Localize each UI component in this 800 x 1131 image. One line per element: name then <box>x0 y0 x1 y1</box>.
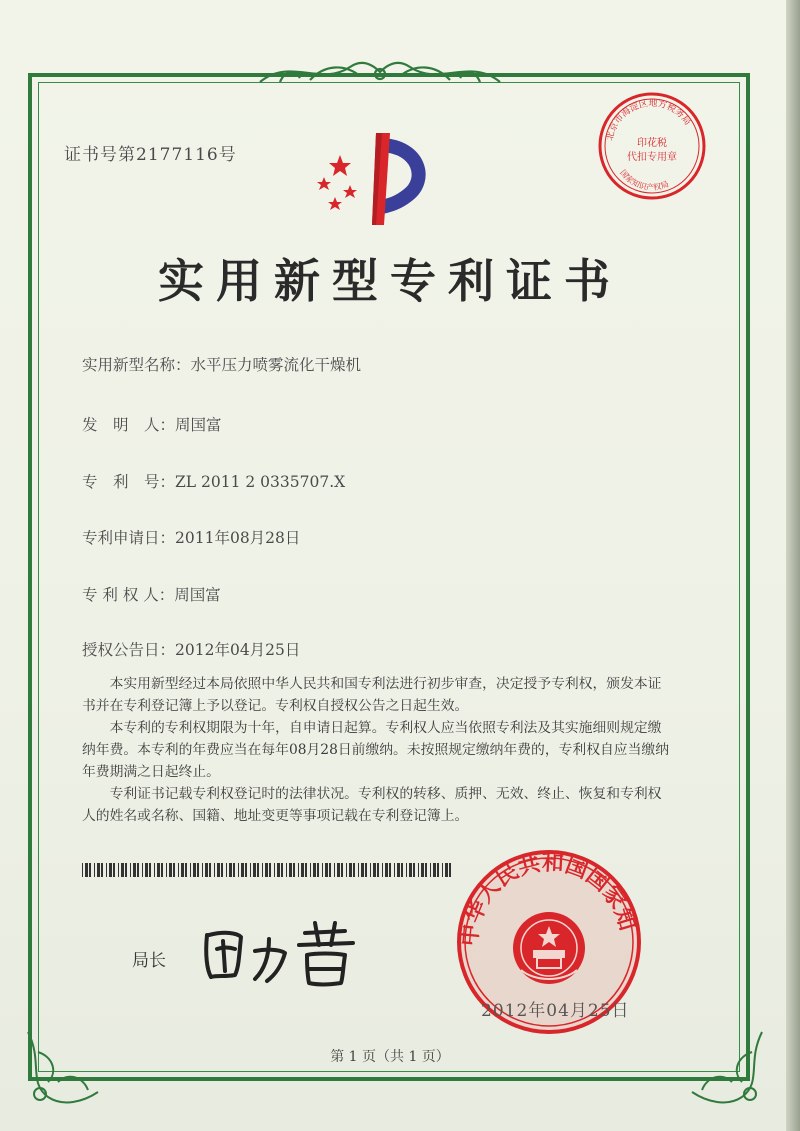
director-signature <box>195 915 365 990</box>
svg-text:代扣专用章: 代扣专用章 <box>627 152 677 163</box>
field-value: 周国富 <box>174 586 221 604</box>
field-label: 专 利 号： <box>82 473 176 491</box>
page-number: 第 1 页（共 1 页） <box>330 1049 450 1065</box>
svg-text:印花税: 印花税 <box>637 138 667 149</box>
field-value: 2012年04月25日 <box>175 641 301 659</box>
page-title: 实用新型专利证书 <box>158 254 622 308</box>
field-label: 专利申请日： <box>82 529 176 547</box>
field-label: 发 明 人： <box>82 416 176 434</box>
certificate-body <box>82 673 672 827</box>
field-label: 专 利 权 人： <box>82 586 175 604</box>
bottom-left-ornament-icon <box>18 1022 108 1112</box>
tax-stamp-seal <box>596 90 708 202</box>
field-patentee <box>82 583 221 605</box>
field-value: 水平压力喷雾流化干燥机 <box>190 356 362 374</box>
field-label: 实用新型名称： <box>82 356 191 374</box>
field-value: 2011年08月28日 <box>175 529 301 547</box>
field-patent-number <box>82 470 345 492</box>
bottom-right-ornament-icon <box>682 1022 772 1112</box>
director-label: 局长 <box>132 951 166 971</box>
body-paragraph-1: 本实用新型经过本局依照中华人民共和国专利法进行初步审查，决定授予专利权，颁发本证书并在专利登记簿上予以登记。专利权自授权公告之日起生效。 <box>82 676 662 714</box>
svg-text:中华人民共和国国家知识产权局: 中华人民共和国国家知 <box>457 850 640 948</box>
svg-text:北京市海淀区地方税务局: 北京市海淀区地方税务局 <box>605 98 693 142</box>
patent-office-logo-icon <box>310 125 440 230</box>
field-label: 授权公告日： <box>82 641 176 659</box>
body-paragraph-3: 专利证书记载专利权登记时的法律状况。专利权的转移、质押、无效、终止、恢复和专利权人的姓名或名称、国籍、地址变更等事项记载在专利登记簿上。 <box>82 786 662 824</box>
field-grant-date <box>82 638 300 660</box>
field-value: ZL 2011 2 0335707.X <box>175 473 346 491</box>
top-ornament-icon <box>250 52 510 92</box>
barcode <box>82 862 452 876</box>
field-application-date <box>82 526 300 548</box>
field-value: 周国富 <box>175 416 222 434</box>
svg-text:国家知识产权局: 国家知识产权局 <box>618 168 671 193</box>
scan-edge-shadow <box>786 0 800 1131</box>
seal-date: 2012年04月25日 <box>481 1001 630 1021</box>
certificate-number: 证书号第2177116号 <box>64 145 237 165</box>
body-paragraph-2: 本专利的专利权期限为十年，自申请日起算。专利权人应当依照专利法及其实施细则规定缴纳年费。本专利的年费应当在每年08月28日前缴纳。未按照规定缴纳年费的，专利权自应当缴纳年费期满之日起终止。 <box>82 720 669 780</box>
field-inventor <box>82 413 222 435</box>
field-utility-model-name <box>82 353 361 375</box>
